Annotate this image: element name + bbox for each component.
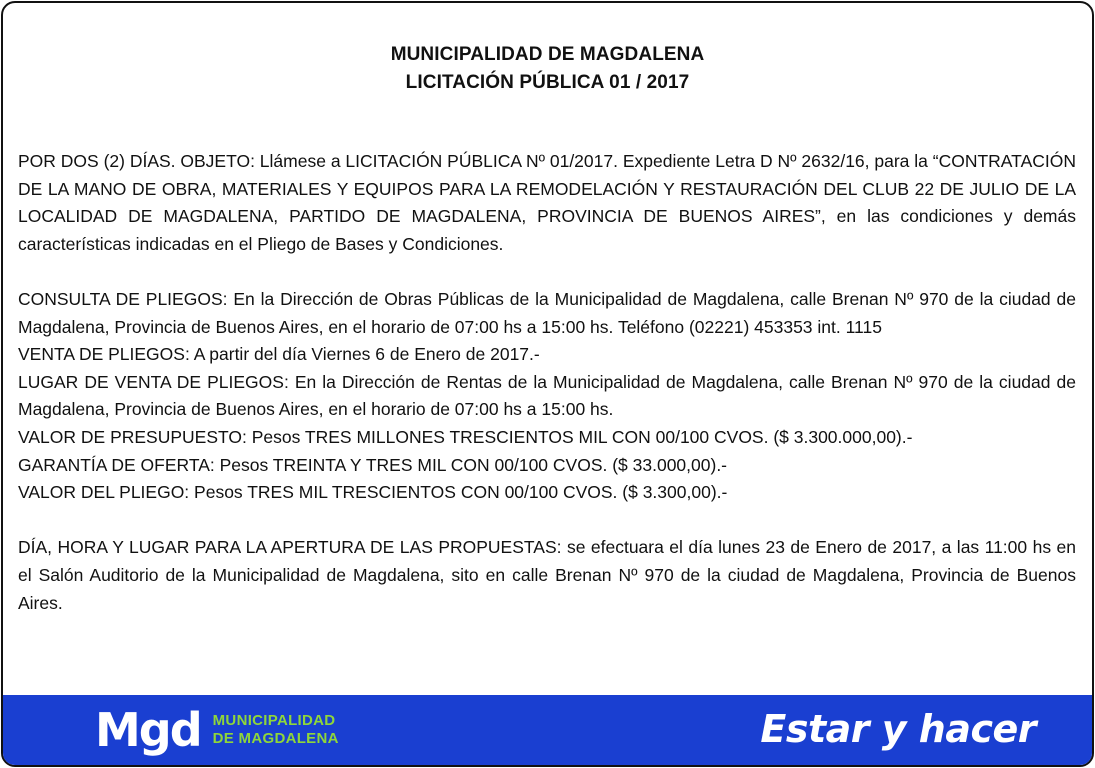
valor-pliego-paragraph: VALOR DEL PLIEGO: Pesos TRES MIL TRESCIENTOS CON 00/100 CVOS. ($ 3.300,00).- — [18, 482, 728, 503]
logo-mark: Mgd — [95, 703, 201, 757]
notice-body — [18, 148, 1076, 617]
object-paragraph: POR DOS (2) DÍAS. OBJETO: Llámese a LICITACIÓN PÚBLICA Nº 01/2017. Expediente Letra D Nº 2632/16, para la “CONTRATACIÓN DE LA MANO DE OBRA, MATERIALES Y EQUIPOS PARA LA REMODELACIÓN Y RESTAURACIÓN DEL CLUB 22 DE JULIO DE LA LOCALIDAD DE MAGDALENA, PARTIDO DE MAGDALENA, PROVINCIA DE BUENOS AIRES”, en las condiciones y demás características indicadas en el Pliego de Bases y Condiciones. — [18, 151, 1076, 254]
paragraph-spacer — [18, 258, 1076, 286]
slogan: Estar y hacer — [760, 707, 1036, 751]
venta-paragraph: VENTA DE PLIEGOS: A partir del día Viernes 6 de Enero de 2017.- — [18, 344, 540, 365]
lugar-venta-paragraph: LUGAR DE VENTA DE PLIEGOS: En la Dirección de Rentas de la Municipalidad de Magdalena, calle Brenan Nº 970 de la ciudad de Magdalena, Provincia de Buenos Aires, en el horario de 07:00 hs a 15:00 hs. — [18, 371, 1076, 420]
header-subtitle: LICITACIÓN PÚBLICA 01 / 2017 — [405, 72, 690, 93]
notice-frame — [1, 1, 1094, 767]
header-title: MUNICIPALIDAD DE MAGDALENA — [390, 44, 705, 65]
paragraph-spacer — [18, 507, 1076, 535]
footer-bar — [3, 695, 1092, 765]
presupuesto-paragraph: VALOR DE PRESUPUESTO: Pesos TRES MILLONES TRESCIENTOS MIL CON 00/100 CVOS. ($ 3.300.000,00).- — [18, 426, 913, 447]
logo-text-line1: MUNICIPALIDAD — [212, 712, 336, 729]
notice-header — [3, 41, 1092, 97]
logo-text — [213, 712, 339, 748]
logo-text-line2: DE MAGDALENA — [212, 730, 339, 747]
apertura-paragraph: DÍA, HORA Y LUGAR PARA LA APERTURA DE LAS PROPUESTAS: se efectuara el día lunes 23 de Enero de 2017, a las 11:00 hs en el Salón Auditorio de la Municipalidad de Magdalena, sito en calle Brenan Nº 970 de la ciudad de Magdalena, Provincia de Buenos Aires. — [18, 537, 1076, 613]
consulta-paragraph: CONSULTA DE PLIEGOS: En la Dirección de Obras Públicas de la Municipalidad de Magdalena, calle Brenan Nº 970 de la ciudad de Magdalena, Provincia de Buenos Aires, en el horario de 07:00 hs a 15:00 hs. Teléfono (02221) 453353 int. 1115 — [18, 288, 1076, 337]
garantia-paragraph: GARANTÍA DE OFERTA: Pesos TREINTA Y TRES MIL CON 00/100 CVOS. ($ 33.000,00).- — [18, 454, 728, 475]
municipality-logo — [95, 701, 339, 759]
